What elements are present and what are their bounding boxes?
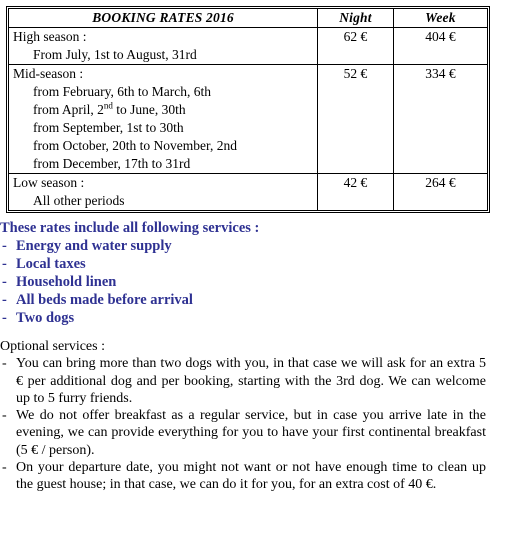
list-item — [0, 255, 505, 273]
high-season-night-price: 62 € — [318, 28, 394, 65]
included-services-list — [0, 237, 505, 327]
table-row-mid-season — [9, 65, 488, 174]
bullet-dash: - — [2, 274, 7, 290]
high-season-period: From July, 1st to August, 31rd — [33, 47, 197, 62]
mid-season-night-price: 52 € — [318, 65, 394, 174]
low-season-period: All other periods — [33, 193, 125, 208]
high-season-label: High season : — [13, 29, 87, 44]
mid-season-period-2-start: from April, 2 — [33, 102, 104, 117]
list-item — [0, 459, 486, 494]
included-services-title: These rates include all following services : — [0, 220, 260, 236]
optional-item-text: We do not offer breakfast as a regular service, but in case you arrive late in the evening, we can provide everything for you to have your first continental breakfast (5 € / person). — [16, 408, 486, 458]
optional-item-text: You can bring more than two dogs with you, in that case we will ask for an extra 5 € per additional dog and per booking, starting with the 3rd dog. We can welcome up to 5 furry friends. — [16, 356, 486, 406]
night-header: Night — [318, 9, 394, 28]
low-season-night-price: 42 € — [318, 174, 394, 211]
low-season-week-price: 264 € — [393, 174, 487, 211]
table-header-row — [9, 9, 488, 28]
bullet-dash: - — [2, 256, 7, 272]
mid-season-period-2-end: to June, 30th — [112, 102, 186, 117]
bullet-dash: - — [2, 356, 7, 372]
included-item-text: Two dogs — [16, 310, 75, 326]
list-item — [0, 291, 505, 309]
bullet-dash: - — [2, 292, 7, 308]
low-season-cell — [9, 174, 318, 211]
list-item — [0, 237, 505, 255]
mid-season-period-2 — [13, 101, 313, 119]
high-season-week-price: 404 € — [393, 28, 487, 65]
optional-services-title: Optional services : — [0, 339, 105, 354]
mid-season-label: Mid-season : — [13, 66, 84, 81]
list-item — [0, 355, 486, 407]
mid-season-period-4: from October, 20th to November, 2nd — [33, 138, 237, 153]
mid-season-week-price: 334 € — [393, 65, 487, 174]
list-item — [0, 273, 505, 291]
table-row-high-season — [9, 28, 488, 65]
low-season-label: Low season : — [13, 175, 85, 190]
included-item-text: Energy and water supply — [16, 238, 172, 254]
high-season-cell — [9, 28, 318, 65]
booking-rates-table — [8, 8, 488, 211]
week-header: Week — [393, 9, 487, 28]
mid-season-period-5: from December, 17th to 31rd — [33, 156, 191, 171]
mid-season-period-1: from February, 6th to March, 6th — [33, 84, 211, 99]
optional-item-text: On your departure date, you might not want or not have enough time to clean up the guest house; in that case, we can do it for you, for an extra cost of 40 €. — [16, 460, 486, 493]
list-item — [0, 407, 486, 459]
optional-services-list — [0, 355, 486, 493]
included-item-text: Local taxes — [16, 256, 86, 272]
bullet-dash: - — [2, 408, 7, 424]
mid-season-period-3: from September, 1st to 30th — [33, 120, 184, 135]
included-item-text: All beds made before arrival — [16, 292, 193, 308]
mid-season-period-2-suffix: nd — [103, 100, 113, 111]
bullet-dash: - — [2, 310, 7, 326]
table-title: BOOKING RATES 2016 — [9, 9, 318, 28]
bullet-dash: - — [2, 460, 7, 476]
table-row-low-season — [9, 174, 488, 211]
included-services-section — [0, 219, 505, 327]
mid-season-cell — [9, 65, 318, 174]
included-item-text: Household linen — [16, 274, 117, 290]
optional-services-section — [0, 338, 486, 494]
bullet-dash: - — [2, 238, 7, 254]
list-item — [0, 309, 505, 327]
